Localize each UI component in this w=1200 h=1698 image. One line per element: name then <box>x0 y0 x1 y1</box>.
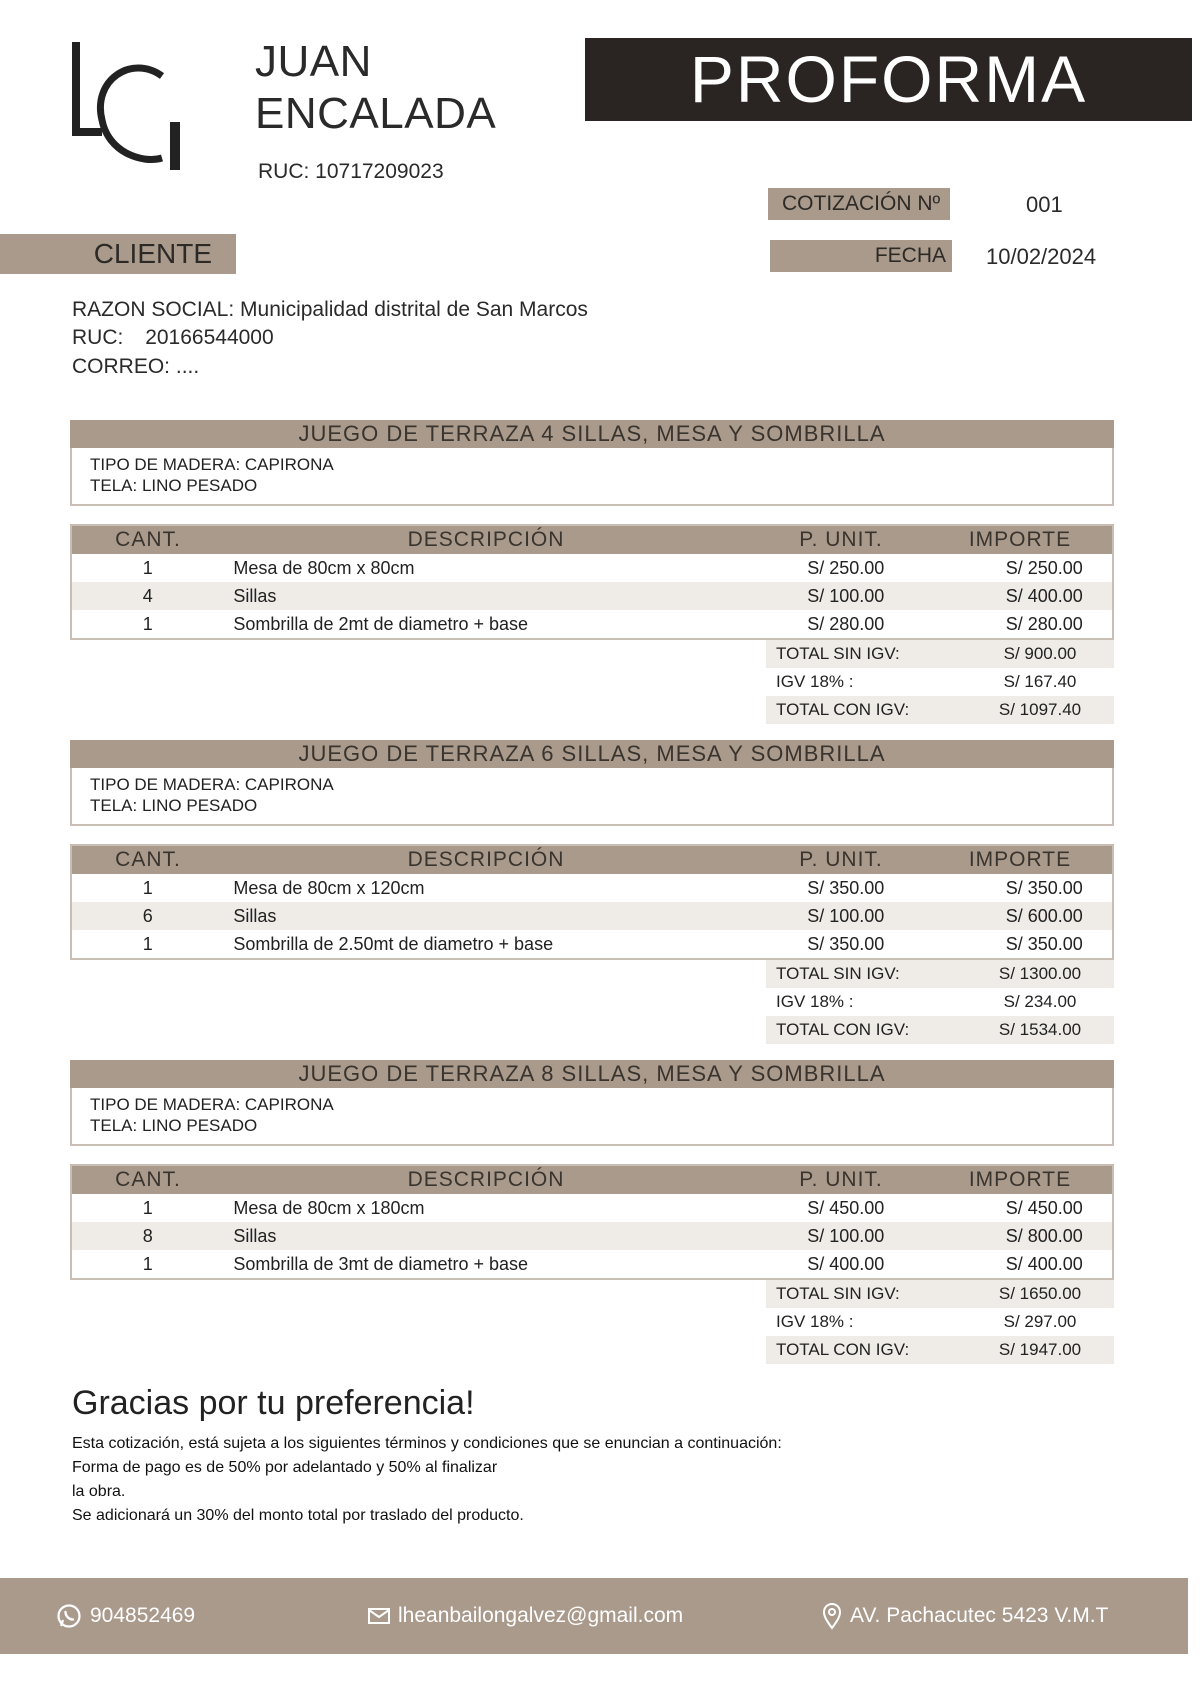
cell-unit: S/ 100.00 <box>807 586 885 606</box>
client-ruc <box>72 326 274 350</box>
header-unit: P. UNIT. <box>799 848 883 871</box>
client-correo <box>72 355 199 379</box>
cell-desc: Sombrilla de 2.50mt de diametro + base <box>233 934 554 954</box>
spec-fabric: TELA: LINO PESADO <box>90 476 258 495</box>
header-importe: IMPORTE <box>968 1168 1072 1191</box>
igv-label: IGV 18% : <box>776 1312 854 1331</box>
cell-qty: 1 <box>142 1254 153 1274</box>
terms-line: Se adicionará un 30% del monto total por traslado del producto. <box>72 1507 524 1524</box>
total-sin-igv-value: S/ 1650.00 <box>998 1284 1082 1303</box>
terms-line: la obra. <box>72 1483 126 1500</box>
igv-row <box>766 1308 1114 1336</box>
quote-number-label: COTIZACIÓN Nº <box>768 188 950 220</box>
whatsapp-icon <box>56 1603 82 1629</box>
section-title: JUEGO DE TERRAZA 4 SILLAS, MESA Y SOMBRILLA <box>70 420 1114 448</box>
cell-desc: Sombrilla de 2mt de diametro + base <box>233 614 529 634</box>
total-sin-igv-row <box>766 1280 1114 1308</box>
cell-unit: S/ 100.00 <box>807 1226 885 1246</box>
document-title-bar <box>585 38 1192 121</box>
total-con-igv-label: TOTAL CON IGV: <box>776 1020 910 1039</box>
total-sin-igv-label: TOTAL SIN IGV: <box>776 644 900 663</box>
table-row <box>72 1194 1112 1222</box>
totals-block <box>766 640 1114 724</box>
date-label: FECHA <box>770 240 952 272</box>
spec-fabric: TELA: LINO PESADO <box>90 1116 258 1135</box>
table-row <box>72 902 1112 930</box>
cell-desc: Mesa de 80cm x 120cm <box>233 878 425 898</box>
company-name <box>255 36 496 140</box>
spec-wood: TIPO DE MADERA: CAPIRONA <box>90 775 334 794</box>
cell-importe: S/ 280.00 <box>1005 614 1083 634</box>
razon-social-label: RAZON SOCIAL: <box>72 298 235 321</box>
terms-line: Esta cotización, está sujeta a los siguientes términos y condiciones que se enuncian a continuación: <box>72 1435 782 1452</box>
total-con-igv-row <box>766 1016 1114 1044</box>
cell-unit: S/ 350.00 <box>807 878 885 898</box>
header-unit: P. UNIT. <box>799 1168 883 1191</box>
quote-number-value: 001 <box>1026 192 1063 217</box>
total-con-igv-value: S/ 1947.00 <box>998 1340 1082 1359</box>
header-desc: DESCRIPCIÓN <box>407 528 565 551</box>
table-row <box>72 930 1112 958</box>
correo-label: CORREO: <box>72 355 171 378</box>
cell-importe: S/ 250.00 <box>1005 558 1083 578</box>
footer-address[interactable] <box>822 1578 1108 1654</box>
items-table <box>70 844 1114 960</box>
cell-qty: 1 <box>142 558 153 578</box>
table-row <box>72 874 1112 902</box>
footer-email[interactable] <box>368 1578 683 1654</box>
totals-block <box>766 1280 1114 1364</box>
location-pin-icon <box>822 1602 842 1630</box>
mail-icon <box>368 1607 390 1625</box>
total-con-igv-label: TOTAL CON IGV: <box>776 700 910 719</box>
table-header <box>72 526 1112 554</box>
cell-desc: Mesa de 80cm x 80cm <box>233 558 415 578</box>
igv-value: S/ 167.40 <box>1003 672 1077 691</box>
table-header <box>72 1166 1112 1194</box>
items-table <box>70 524 1114 640</box>
cell-qty: 6 <box>142 906 153 926</box>
email-address: lheanbailongalvez@gmail.com <box>398 1604 684 1627</box>
igv-label: IGV 18% : <box>776 992 854 1011</box>
cell-importe: S/ 450.00 <box>1005 1198 1083 1218</box>
section-specs <box>70 768 1114 826</box>
product-section-1 <box>70 420 1114 724</box>
correo-value: .... <box>175 355 200 378</box>
spec-wood: TIPO DE MADERA: CAPIRONA <box>90 455 334 474</box>
cell-unit: S/ 250.00 <box>807 558 885 578</box>
cell-desc: Sombrilla de 3mt de diametro + base <box>233 1254 529 1274</box>
igv-label: IGV 18% : <box>776 672 854 691</box>
header-qty: CANT. <box>115 528 181 551</box>
header-importe: IMPORTE <box>968 848 1072 871</box>
client-ruc-label: RUC: <box>72 326 124 349</box>
cell-qty: 1 <box>142 614 153 634</box>
header-desc: DESCRIPCIÓN <box>407 1168 565 1191</box>
igv-value: S/ 234.00 <box>1003 992 1077 1011</box>
items-table <box>70 1164 1114 1280</box>
cell-unit: S/ 350.00 <box>807 934 885 954</box>
total-con-igv-value: S/ 1097.40 <box>998 700 1082 719</box>
razon-social-value: Municipalidad distrital de San Marcos <box>240 298 588 321</box>
client-ruc-value: 20166544000 <box>145 326 274 349</box>
thanks-message: Gracias por tu preferencia! <box>72 1384 475 1422</box>
total-con-igv-row <box>766 1336 1114 1364</box>
section-title: JUEGO DE TERRAZA 8 SILLAS, MESA Y SOMBRILLA <box>70 1060 1114 1088</box>
table-row <box>72 582 1112 610</box>
phone-number: 904852469 <box>90 1604 196 1627</box>
terms-text <box>72 1432 972 1528</box>
address-text: AV. Pachacutec 5423 V.M.T <box>850 1604 1109 1627</box>
section-title: JUEGO DE TERRAZA 6 SILLAS, MESA Y SOMBRILLA <box>70 740 1114 768</box>
total-con-igv-row <box>766 696 1114 724</box>
cell-desc: Sillas <box>233 1226 277 1246</box>
cell-qty: 8 <box>142 1226 153 1246</box>
company-ruc: RUC: 10717209023 <box>258 160 444 183</box>
spec-wood: TIPO DE MADERA: CAPIRONA <box>90 1095 334 1114</box>
table-row <box>72 554 1112 582</box>
igv-row <box>766 668 1114 696</box>
igv-row <box>766 988 1114 1016</box>
client-section-label: CLIENTE <box>0 234 236 274</box>
cell-importe: S/ 350.00 <box>1005 878 1083 898</box>
footer-phone[interactable] <box>56 1578 195 1654</box>
spec-fabric: TELA: LINO PESADO <box>90 796 258 815</box>
total-sin-igv-label: TOTAL SIN IGV: <box>776 964 900 983</box>
company-name-line1: JUAN <box>255 37 372 86</box>
header-qty: CANT. <box>115 848 181 871</box>
date-value: 10/02/2024 <box>986 244 1097 269</box>
table-row <box>72 1250 1112 1278</box>
company-name-line2: ENCALADA <box>255 89 497 138</box>
table-row <box>72 610 1112 638</box>
cell-importe: S/ 400.00 <box>1005 1254 1083 1274</box>
client-razon-social <box>72 298 588 322</box>
terms-line: Forma de pago es de 50% por adelantado y 50% al finalizar <box>72 1459 498 1476</box>
cell-importe: S/ 350.00 <box>1005 934 1083 954</box>
product-section-2 <box>70 740 1114 1044</box>
footer-bar <box>0 1578 1188 1654</box>
header-qty: CANT. <box>115 1168 181 1191</box>
table-header <box>72 846 1112 874</box>
total-con-igv-label: TOTAL CON IGV: <box>776 1340 910 1359</box>
cell-unit: S/ 400.00 <box>807 1254 885 1274</box>
cell-qty: 1 <box>142 878 153 898</box>
cell-qty: 1 <box>142 934 153 954</box>
document-title: PROFORMA <box>689 42 1088 116</box>
cell-importe: S/ 800.00 <box>1005 1226 1083 1246</box>
product-section-3 <box>70 1060 1114 1364</box>
total-sin-igv-label: TOTAL SIN IGV: <box>776 1284 900 1303</box>
totals-block <box>766 960 1114 1044</box>
cell-qty: 1 <box>142 1198 153 1218</box>
cell-unit: S/ 100.00 <box>807 906 885 926</box>
table-row <box>72 1222 1112 1250</box>
header-importe: IMPORTE <box>968 528 1072 551</box>
cell-qty: 4 <box>142 586 153 606</box>
cell-unit: S/ 450.00 <box>807 1198 885 1218</box>
cell-importe: S/ 400.00 <box>1005 586 1083 606</box>
cell-desc: Sillas <box>233 906 277 926</box>
header-desc: DESCRIPCIÓN <box>407 848 565 871</box>
cell-desc: Mesa de 80cm x 180cm <box>233 1198 425 1218</box>
cell-importe: S/ 600.00 <box>1005 906 1083 926</box>
total-sin-igv-row <box>766 640 1114 668</box>
total-sin-igv-value: S/ 900.00 <box>1003 644 1077 663</box>
header-unit: P. UNIT. <box>799 528 883 551</box>
total-sin-igv-row <box>766 960 1114 988</box>
igv-value: S/ 297.00 <box>1003 1312 1077 1331</box>
total-con-igv-value: S/ 1534.00 <box>998 1020 1082 1039</box>
cell-desc: Sillas <box>233 586 277 606</box>
brand-logo <box>62 40 212 190</box>
total-sin-igv-value: S/ 1300.00 <box>998 964 1082 983</box>
cell-unit: S/ 280.00 <box>807 614 885 634</box>
section-specs <box>70 448 1114 506</box>
section-specs <box>70 1088 1114 1146</box>
